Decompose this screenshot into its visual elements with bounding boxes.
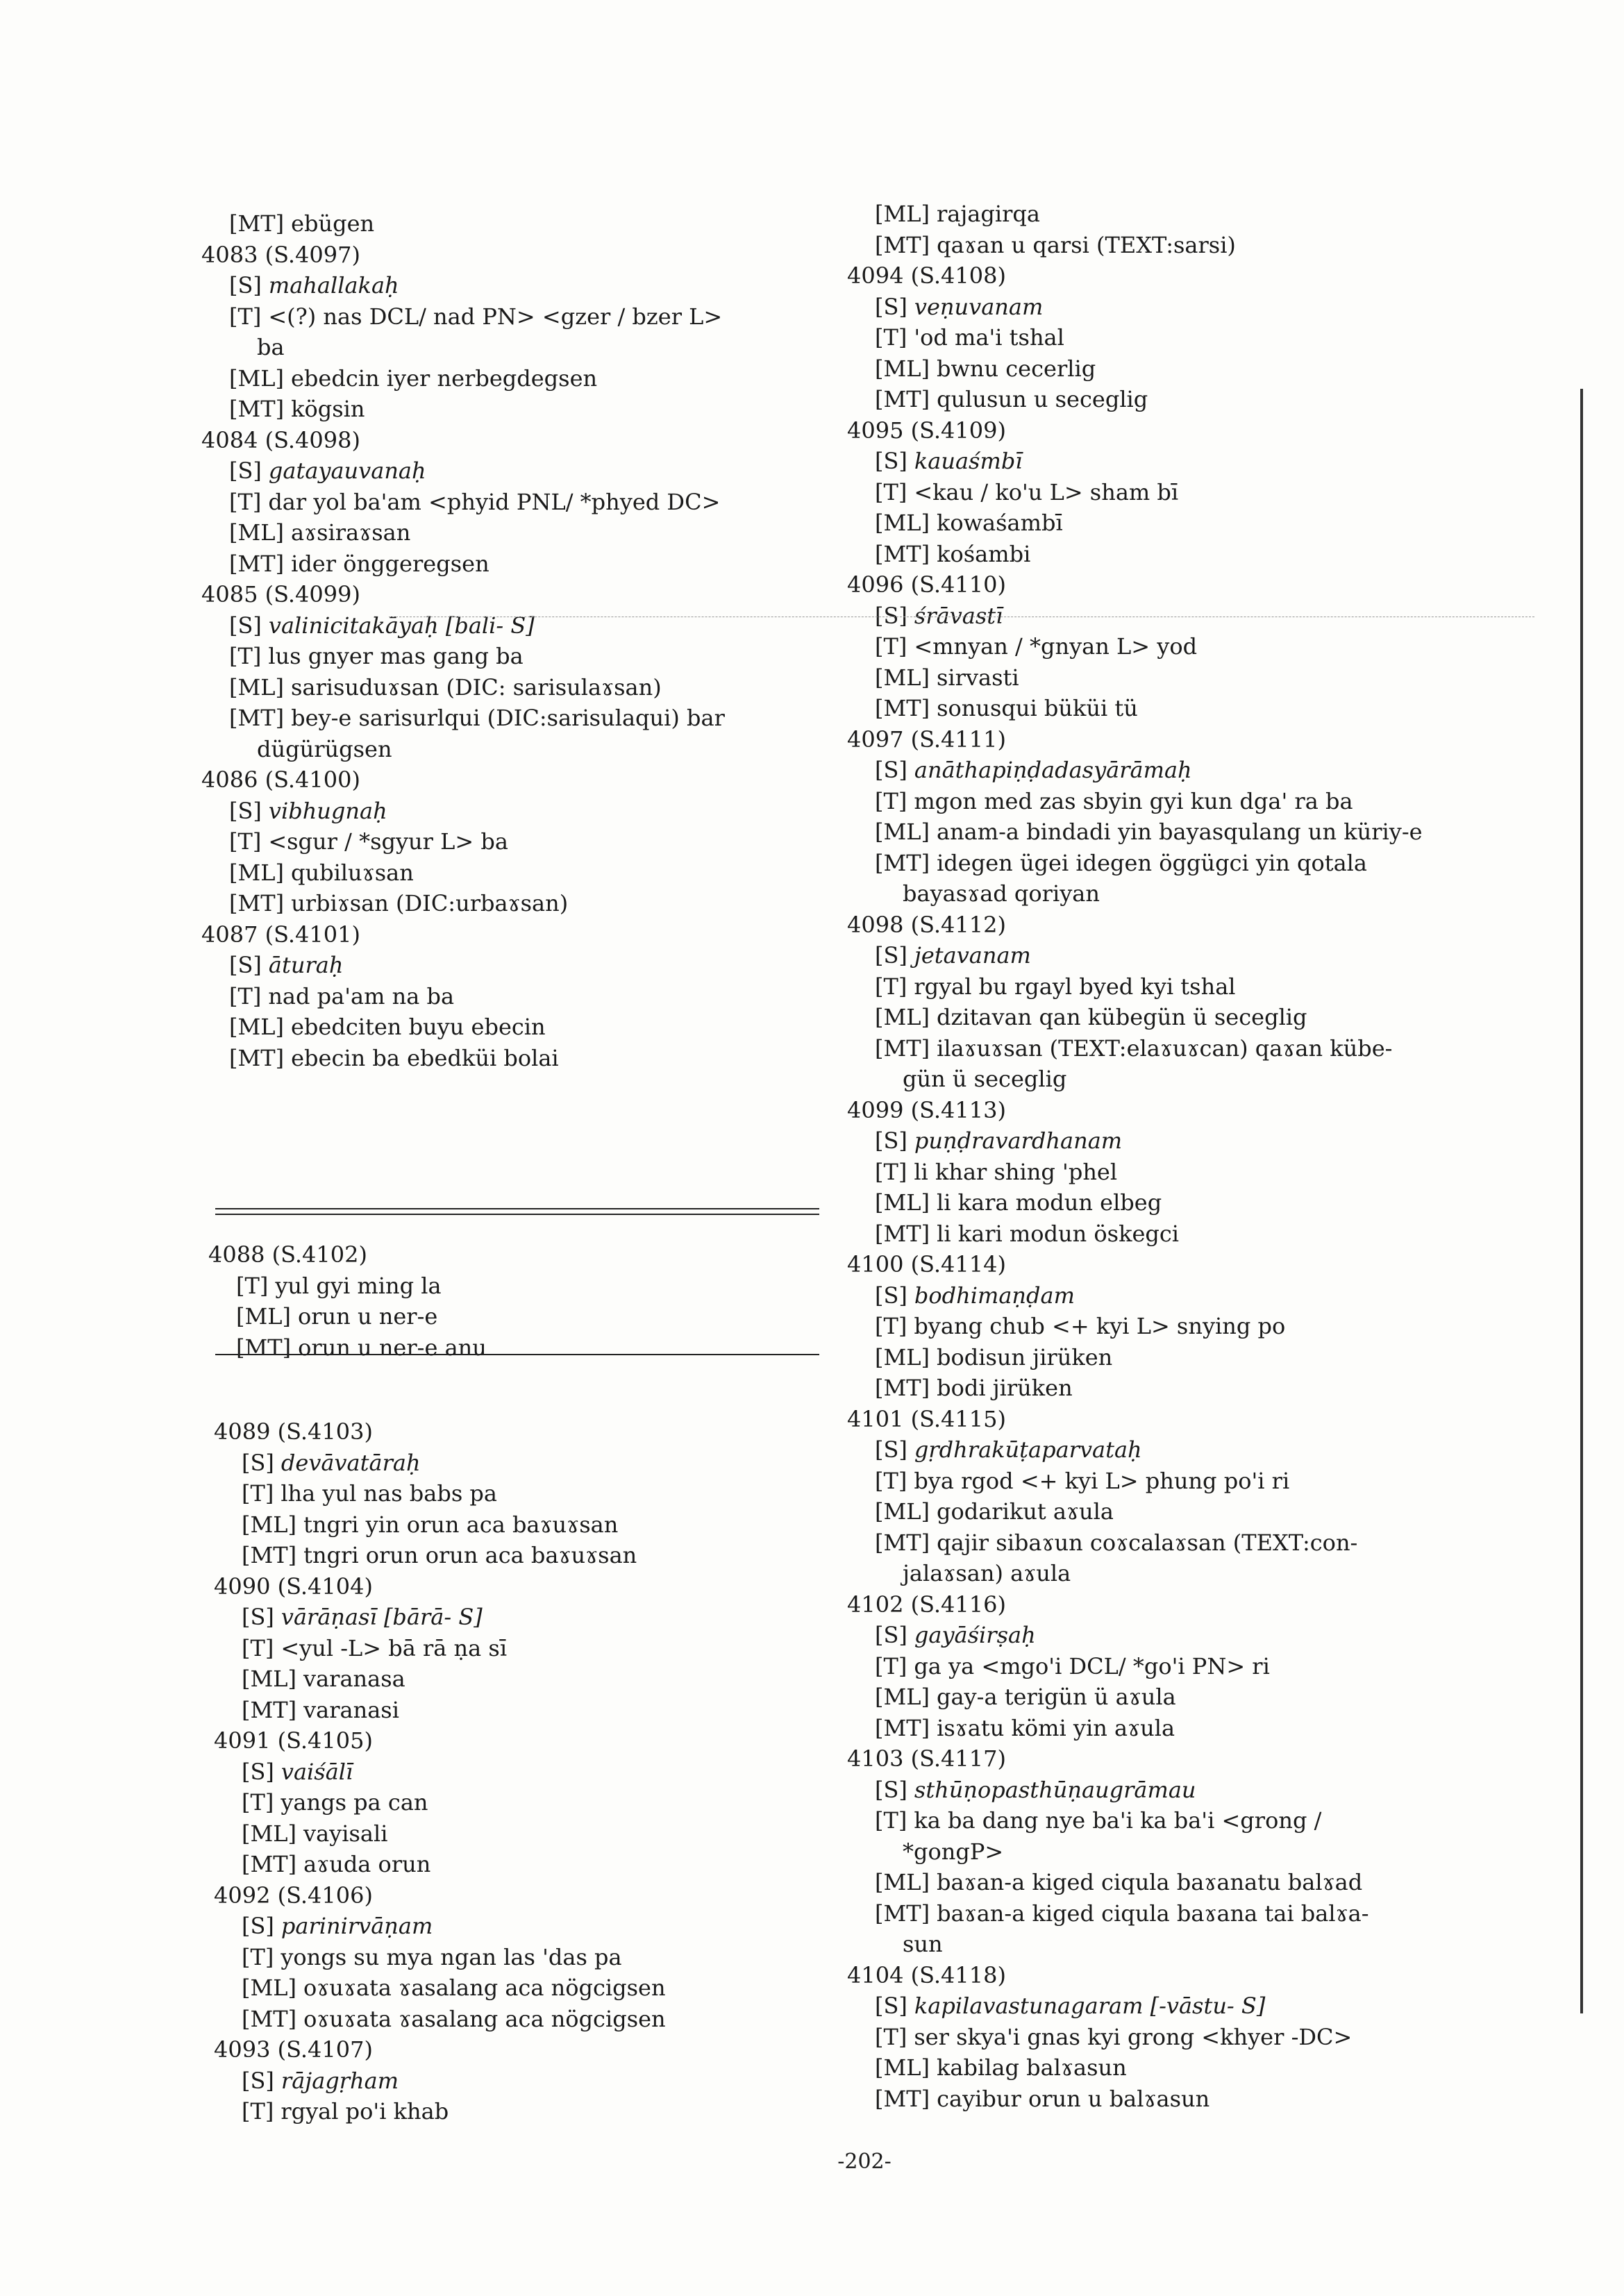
entry-number: 4101 (S.4115): [847, 1405, 1006, 1432]
field-tag: [ML]: [875, 2054, 930, 2081]
field-text: śrāvastī: [914, 602, 1003, 629]
margin-bar: [1580, 389, 1583, 2013]
field-text: varanasa: [303, 1666, 405, 1692]
field-text: orun u ner-e: [297, 1303, 438, 1330]
field-line: [847, 1651, 1624, 1682]
field-text: gatayauvanaḥ: [268, 458, 426, 484]
field-tag: [T]: [242, 2098, 274, 2125]
field-tag: [S]: [229, 272, 262, 299]
field-line: [847, 508, 1624, 539]
field-tag: [ML]: [875, 819, 930, 845]
field-tag: [MT]: [875, 540, 930, 567]
field-tag: [S]: [875, 602, 907, 629]
field-tag: [MT]: [236, 1334, 292, 1361]
field-line: [214, 1509, 839, 1541]
field-line: [214, 1757, 839, 1788]
field-text: byang chub <+ kyi L> snying po: [914, 1313, 1286, 1339]
field-text: bodisun jirüken: [936, 1343, 1113, 1371]
field-line: [847, 816, 1624, 848]
entry-number: 4084 (S.4098): [201, 426, 360, 453]
field-line: [847, 971, 1624, 1003]
field-tag: [T]: [875, 633, 907, 660]
field-line: [214, 1818, 839, 1850]
field-tag: [ML]: [875, 664, 930, 691]
field-line: [847, 848, 1624, 879]
field-tag: [MT]: [242, 1542, 297, 1568]
entry-number: 4094 (S.4108): [847, 262, 1006, 289]
field-tag: [T]: [236, 1272, 269, 1299]
field-tag: [T]: [875, 1652, 907, 1679]
field-text: yongs su mya ngan las 'das pa: [281, 1943, 622, 1970]
field-text: yangs pa can: [281, 1789, 428, 1816]
field-text: mgon med zas sbyin gyi kun dga' ra ba: [914, 787, 1353, 814]
field-line: [847, 1373, 1624, 1404]
field-line: [847, 2084, 1624, 2115]
field-tag: [S]: [875, 293, 907, 320]
field-tag: [T]: [242, 1480, 274, 1507]
field-line: [847, 353, 1624, 385]
field-line: [214, 1849, 839, 1880]
field-text: rgyal po'i khab: [281, 2098, 449, 2125]
field-line: [847, 1033, 1624, 1064]
field-text: ebügen: [291, 210, 375, 237]
field-tag: [S]: [242, 2067, 274, 2094]
field-tag: [MT]: [875, 695, 930, 721]
field-text: sarisuduɤsan (DIC: sarisulaɤsan): [290, 673, 662, 701]
field-text: vārāṇasī [bārā- S]: [281, 1604, 483, 1630]
field-line: [214, 1664, 839, 1695]
field-tag: [ML]: [242, 1511, 296, 1538]
field-text: ebedciten buyu ebecin: [290, 1014, 546, 1040]
field-line: [214, 2065, 839, 2097]
field-tag: [T]: [875, 1467, 907, 1494]
field-tag: [S]: [875, 1436, 907, 1463]
field-line: [847, 1867, 1624, 1898]
field-line: [214, 1787, 839, 1818]
entry-number: 4093 (S.4107): [214, 2036, 373, 2063]
field-text: parinirvāṇam: [281, 1913, 433, 1939]
field-text: kauaśmbī: [914, 448, 1023, 474]
field-text: isɤatu kömi yin aɤula: [937, 1714, 1175, 1741]
field-text: lus gnyer mas gang ba: [268, 643, 524, 669]
field-line: [847, 1991, 1624, 2022]
field-text: 'od ma'i tshal: [914, 324, 1064, 351]
field-line: [847, 1311, 1624, 1342]
field-text: bey-e sarisurlqui (DIC:sarisulaqui) bar: [291, 705, 725, 731]
field-text: oɤuɤata ɤasalang aca nögcigsen: [303, 2005, 666, 2032]
field-line: [214, 1972, 839, 2004]
field-text: urbiɤsan (DIC:urbaɤsan): [291, 890, 569, 916]
field-tag: [MT]: [242, 2005, 297, 2032]
field-line: [214, 1911, 839, 1942]
field-tag: [MT]: [229, 890, 285, 916]
field-tag: [ML]: [229, 1014, 284, 1040]
field-text: bya rgod <+ kyi L> phung po'i ri: [914, 1467, 1290, 1494]
single-rule: [215, 1354, 819, 1355]
field-tag: [MT]: [875, 1375, 930, 1401]
field-text: jetavanam: [914, 942, 1031, 969]
field-tag: [S]: [229, 458, 262, 484]
entries-block-2: [208, 1239, 833, 1363]
field-text: valinicitakāyaḥ [bali- S]: [268, 612, 535, 639]
field-text: dar yol ba'am <phyid PNL/ *phyed DC>: [268, 488, 721, 515]
field-line: [847, 1187, 1624, 1218]
entry-number: 4090 (S.4104): [214, 1573, 373, 1600]
field-text: ser skya'i gnas kyi grong <khyer -DC>: [914, 2023, 1353, 2050]
field-text: āturaḥ: [268, 952, 344, 978]
field-line: [214, 2004, 839, 2035]
field-tag: [T]: [875, 1158, 907, 1185]
continuation-text: bayasɤad qoriyan: [903, 880, 1100, 907]
field-text: gayāśirṣaḥ: [914, 1622, 1036, 1648]
field-tag: [T]: [242, 1634, 274, 1661]
field-line: [847, 755, 1624, 786]
field-line: [214, 2096, 839, 2127]
left-section-2: [208, 1239, 833, 1363]
field-line: [208, 1332, 833, 1364]
field-tag: [MT]: [875, 231, 930, 258]
field-line: [847, 2022, 1624, 2053]
continuation-text: gün ü seceglig: [903, 1066, 1067, 1092]
field-text: puṇḍravardhanam: [914, 1128, 1123, 1154]
field-line: [847, 230, 1624, 261]
field-line: [847, 662, 1624, 694]
entry-number: 4089 (S.4103): [214, 1418, 373, 1445]
field-text: li kara modun elbeg: [936, 1189, 1162, 1216]
field-tag: [S]: [875, 1776, 907, 1803]
field-text: sonusqui büküi tü: [937, 695, 1138, 721]
field-tag: [S]: [875, 1282, 907, 1309]
field-tag: [T]: [875, 973, 907, 1000]
field-text: godarikut aɤula: [936, 1498, 1114, 1525]
field-tag: [ML]: [242, 1975, 296, 2001]
field-line: [847, 446, 1624, 477]
field-tag: [T]: [229, 303, 262, 330]
field-tag: [MT]: [229, 705, 285, 731]
field-line: [847, 1125, 1624, 1157]
field-text: kabilag balɤasun: [936, 2054, 1127, 2081]
field-text: rajagirqa: [936, 201, 1040, 227]
field-text: idegen ügei idegen öggügci yin qotala: [937, 849, 1367, 876]
field-tag: [ML]: [229, 673, 284, 701]
field-text: ebedcin iyer nerbegdegsen: [290, 364, 598, 392]
field-line: [847, 1527, 1624, 1559]
field-text: varanasi: [303, 1696, 399, 1723]
field-text: aɤuda orun: [303, 1851, 431, 1877]
field-text: li khar shing 'phel: [914, 1158, 1118, 1185]
field-tag: [ML]: [875, 1684, 930, 1710]
field-line: [847, 601, 1624, 632]
field-tag: [S]: [229, 952, 262, 978]
field-text: tngri orun orun aca baɤuɤsan: [303, 1542, 637, 1568]
field-line: [214, 1942, 839, 1973]
field-text: kowaśambī: [936, 510, 1063, 536]
field-tag: [S]: [875, 942, 907, 969]
field-text: bodhimaṇḍam: [914, 1282, 1075, 1309]
field-tag: [S]: [875, 757, 907, 783]
field-tag: [ML]: [242, 1820, 296, 1847]
field-line: [847, 1280, 1624, 1312]
field-text: qulusun u seceglig: [937, 386, 1148, 412]
field-text: <sgur / *sgyur L> ba: [268, 828, 508, 855]
field-text: tngri yin orun aca baɤuɤsan: [303, 1511, 619, 1538]
field-line: [847, 1466, 1624, 1497]
entry-number: 4103 (S.4117): [847, 1745, 1006, 1772]
continuation-text: *gongP>: [903, 1838, 1004, 1865]
left-section-3: [214, 1416, 839, 2127]
field-tag: [ML]: [875, 1004, 930, 1030]
double-rule: [215, 1208, 819, 1215]
field-text: kośambi: [937, 540, 1031, 567]
field-tag: [T]: [229, 643, 262, 669]
field-tag: [ML]: [875, 1498, 930, 1525]
field-text: qubiluɤsan: [290, 859, 414, 886]
field-text: <yul -L> bā rā ṇa sī: [281, 1634, 508, 1661]
field-text: bodi jirüken: [937, 1375, 1073, 1401]
field-text: gṛdhrakūṭaparvataḥ: [914, 1436, 1142, 1463]
field-line: [214, 1695, 839, 1726]
field-tag: [T]: [242, 1943, 274, 1970]
field-tag: [MT]: [875, 1714, 930, 1741]
field-tag: [T]: [229, 488, 262, 515]
field-tag: [S]: [242, 1758, 274, 1785]
field-text: orun u ner-e anu: [298, 1334, 487, 1361]
field-line: [847, 1805, 1624, 1836]
field-text: ka ba dang nye ba'i ka ba'i <grong /: [914, 1807, 1322, 1834]
field-tag: [T]: [875, 2023, 907, 2050]
field-tag: [S]: [242, 1449, 274, 1476]
field-text: vayisali: [303, 1820, 388, 1847]
field-tag: [T]: [875, 787, 907, 814]
field-text: nad pa'am na ba: [268, 982, 455, 1009]
entry-number: 4096 (S.4110): [847, 571, 1006, 598]
entry-number: 4100 (S.4114): [847, 1251, 1006, 1277]
field-line: [847, 292, 1624, 323]
field-tag: [MT]: [875, 1900, 930, 1927]
field-tag: [MT]: [229, 210, 285, 237]
entry-number: 4083 (S.4097): [201, 241, 360, 268]
field-line: [847, 940, 1624, 971]
field-text: ebecin ba ebedküi bolai: [291, 1044, 559, 1071]
entries-block-3: [214, 1416, 839, 2127]
field-tag: [T]: [875, 478, 907, 505]
field-tag: [MT]: [875, 1220, 930, 1247]
field-tag: [ML]: [229, 519, 284, 546]
field-tag: [MT]: [229, 550, 285, 577]
field-tag: [T]: [229, 982, 262, 1009]
field-tag: [S]: [875, 1993, 907, 2019]
entry-number: 4092 (S.4106): [214, 1882, 373, 1909]
field-tag: [S]: [229, 797, 262, 824]
field-tag: [ML]: [875, 510, 930, 536]
field-text: bwnu cecerlig: [936, 355, 1096, 382]
field-line: [847, 384, 1624, 415]
field-tag: [T]: [875, 1807, 907, 1834]
field-tag: [S]: [875, 1622, 907, 1648]
field-text: kapilavastunagaram [-vāstu- S]: [914, 1993, 1266, 2019]
field-tag: [S]: [229, 612, 262, 639]
field-tag: [ML]: [229, 364, 284, 392]
field-tag: [T]: [242, 1789, 274, 1816]
field-tag: [MT]: [875, 1034, 930, 1062]
field-line: [847, 1342, 1624, 1373]
field-text: ga ya <mgo'i DCL/ *go'i PN> ri: [914, 1652, 1270, 1679]
field-line: [214, 1540, 839, 1571]
field-tag: [ML]: [875, 201, 930, 227]
field-line: [847, 1496, 1624, 1527]
continuation-text: ba: [257, 334, 285, 360]
field-text: sthūṇopasthūṇaugrāmau: [914, 1776, 1196, 1803]
field-tag: [MT]: [875, 2085, 930, 2112]
entry-number: 4085 (S.4099): [201, 581, 360, 607]
field-text: <mnyan / *gnyan L> yod: [914, 633, 1198, 660]
field-text: anāthapiṇḍadasyārāmaḥ: [914, 757, 1192, 783]
field-tag: [ML]: [236, 1303, 291, 1330]
field-text: lha yul nas babs pa: [281, 1480, 497, 1507]
field-line: [847, 2052, 1624, 2084]
field-text: devāvatāraḥ: [281, 1449, 421, 1476]
field-tag: [MT]: [242, 1696, 297, 1723]
field-tag: [T]: [229, 828, 262, 855]
field-tag: [ML]: [875, 1869, 930, 1895]
entry-number: 4097 (S.4111): [847, 726, 1006, 753]
field-text: gay-a terigün ü aɤula: [936, 1684, 1176, 1710]
field-line: [847, 1218, 1624, 1250]
field-text: ider önggeregsen: [291, 550, 489, 577]
field-tag: [T]: [875, 1313, 907, 1339]
field-text: li kari modun öskegci: [937, 1220, 1180, 1247]
field-text: <kau / ko'u L> sham bī: [914, 478, 1179, 505]
field-text: baɤan-a kiged ciqula baɤana tai balɤa-: [937, 1900, 1369, 1927]
field-line: [847, 1898, 1624, 1929]
field-text: dzitavan qan kübegün ü seceglig: [936, 1004, 1307, 1030]
field-text: mahallakaḥ: [268, 272, 399, 299]
left-column: [0, 208, 847, 1073]
field-line: [847, 199, 1624, 230]
entry-number: 4102 (S.4116): [847, 1591, 1006, 1618]
field-text: anam-a bindadi yin bayasqulang un küriy-e: [936, 819, 1423, 845]
field-text: veṇuvanam: [914, 293, 1044, 320]
continuation-text: jalaɤsan) aɤula: [903, 1560, 1071, 1586]
continuation-text: dügürügsen: [257, 735, 392, 762]
field-text: <(?) nas DCL/ nad PN> <gzer / bzer L>: [268, 303, 723, 330]
field-tag: [S]: [875, 448, 907, 474]
continuation-text: sun: [903, 1931, 943, 1957]
field-text: aɤsiraɤsan: [290, 519, 411, 546]
field-line: [847, 322, 1624, 353]
entry-number: 4098 (S.4112): [847, 911, 1006, 938]
field-text: vibhugnaḥ: [268, 797, 387, 824]
field-line: [847, 1002, 1624, 1033]
field-line: [214, 1448, 839, 1479]
field-line: [847, 1434, 1624, 1466]
field-text: cayibur orun u balɤasun: [937, 2085, 1210, 2112]
entry-number: 4087 (S.4101): [201, 921, 360, 948]
field-text: sirvasti: [936, 664, 1019, 691]
field-line: [847, 786, 1624, 817]
page-number: -202-: [837, 2150, 891, 2174]
field-text: rgyal bu rgayl byed kyi tshal: [914, 973, 1236, 1000]
field-tag: [MT]: [229, 1044, 285, 1071]
field-line: [847, 539, 1624, 570]
field-tag: [S]: [242, 1913, 274, 1939]
field-line: [847, 1775, 1624, 1806]
field-tag: [MT]: [875, 386, 930, 412]
field-line: [847, 1620, 1624, 1651]
field-tag: [MT]: [229, 396, 285, 422]
entries-block-right: [847, 199, 1624, 2114]
field-line: [847, 631, 1624, 662]
field-line: [208, 1271, 833, 1302]
field-tag: [S]: [875, 1128, 907, 1154]
field-tag: [MT]: [875, 849, 930, 876]
field-line: [847, 1157, 1624, 1188]
field-line: [214, 1633, 839, 1664]
field-line: [847, 693, 1624, 724]
field-tag: [ML]: [229, 859, 284, 886]
field-line: [214, 1602, 839, 1633]
field-text: qaɤan u qarsi (TEXT:sarsi): [937, 231, 1236, 258]
field-line: [208, 1301, 833, 1332]
field-line: [847, 477, 1624, 508]
field-tag: [MT]: [875, 1529, 930, 1556]
field-tag: [ML]: [242, 1666, 296, 1692]
field-tag: [ML]: [875, 355, 930, 382]
field-text: vaiśālī: [281, 1758, 353, 1785]
entry-number: 4086 (S.4100): [201, 766, 360, 793]
field-line: [847, 1682, 1624, 1713]
field-tag: [T]: [875, 324, 907, 351]
entry-number: 4104 (S.4118): [847, 1961, 1006, 1988]
entry-number: 4088 (S.4102): [208, 1241, 367, 1268]
field-tag: [ML]: [875, 1189, 930, 1216]
field-text: kögsin: [291, 396, 365, 422]
field-tag: [MT]: [242, 1851, 297, 1877]
field-text: oɤuɤata ɤasalang aca nögcigsen: [303, 1975, 666, 2001]
entry-number: 4099 (S.4113): [847, 1096, 1006, 1123]
field-text: rājagṛham: [281, 2067, 399, 2094]
field-text: ilaɤuɤsan (TEXT:elaɤuɤcan) qaɤan kübe-: [937, 1034, 1393, 1062]
field-text: qajir sibaɤun coɤcalaɤsan (TEXT:con-: [937, 1529, 1358, 1556]
field-line: [214, 1478, 839, 1509]
field-tag: [S]: [242, 1604, 274, 1630]
right-column: [819, 199, 1597, 2114]
entry-number: 4091 (S.4105): [214, 1727, 373, 1754]
field-text: baɤan-a kiged ciqula baɤanatu balɤad: [936, 1869, 1363, 1895]
field-line: [847, 1713, 1624, 1744]
field-tag: [ML]: [875, 1343, 930, 1371]
field-text: yul gyi ming la: [275, 1272, 442, 1299]
entry-number: 4095 (S.4109): [847, 417, 1006, 444]
